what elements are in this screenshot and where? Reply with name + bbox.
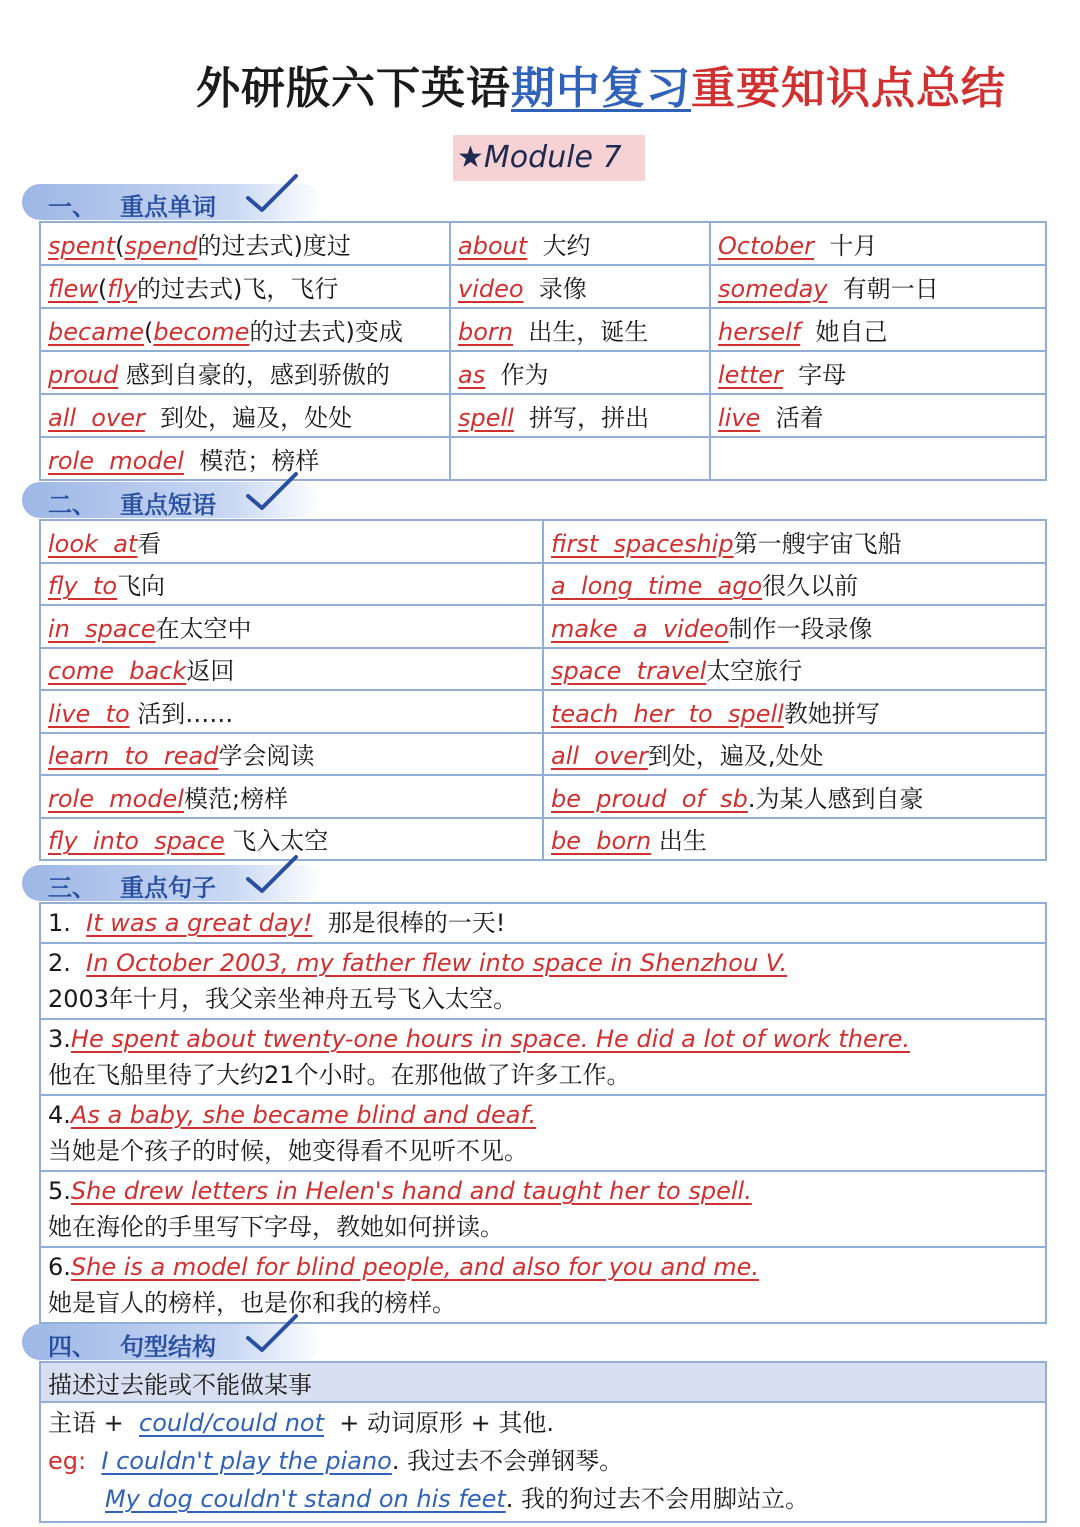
section-number: 一、 bbox=[48, 192, 96, 221]
phrase-cell: make a video制作一段录像 bbox=[543, 605, 1046, 648]
word-cell: all over 到处，遍及，处处 bbox=[40, 394, 450, 437]
title-part-1: 外研版六下英语 bbox=[196, 63, 511, 114]
pattern-header: 描述过去能或不能做某事 bbox=[40, 1362, 1046, 1402]
phrase-cell: live to 活到…… bbox=[40, 690, 543, 733]
word-cell: spell 拼写，拼出 bbox=[450, 394, 710, 437]
table-row bbox=[40, 520, 1046, 563]
phrase-cell: space travel太空旅行 bbox=[543, 648, 1046, 691]
word-cell: role model 模范；榜样 bbox=[40, 437, 450, 480]
pattern-body: 主语 + could/could not + 动词原形 + 其他. eg: I couldn't play the piano. 我过去不会弹钢琴。 My dog couldn't stand on his feet. 我的狗过去不会用脚站立。 bbox=[40, 1402, 1046, 1522]
words-table bbox=[39, 221, 1047, 481]
checkmark-icon bbox=[244, 1312, 300, 1356]
phrase-cell: a long time ago很久以前 bbox=[543, 563, 1046, 606]
section-header-patterns bbox=[22, 1324, 322, 1360]
page-title bbox=[0, 52, 1080, 116]
table-row bbox=[40, 1095, 1046, 1171]
section-number: 三、 bbox=[48, 873, 96, 902]
section-label: 重点句子 bbox=[120, 873, 216, 902]
table-row bbox=[40, 351, 1046, 394]
word-cell: video 录像 bbox=[450, 265, 710, 308]
table-row bbox=[40, 1362, 1046, 1402]
phrase-cell: role model模范;榜样 bbox=[40, 775, 543, 818]
section-label: 重点单词 bbox=[120, 192, 216, 221]
table-row bbox=[40, 1171, 1046, 1247]
table-row bbox=[40, 733, 1046, 776]
word-cell: someday 有朝一日 bbox=[710, 265, 1046, 308]
word-cell: spent(spend的过去式)度过 bbox=[40, 222, 450, 265]
table-row bbox=[40, 1402, 1046, 1522]
word-cell: proud 感到自豪的，感到骄傲的 bbox=[40, 351, 450, 394]
title-part-3: 重要知识点总结 bbox=[691, 63, 1006, 114]
sentence-cell: 1. It was a great day! 那是很棒的一天! bbox=[40, 903, 1046, 943]
sentence-cell: 5.She drew letters in Helen's hand and taught her to spell. 她在海伦的手里写下字母，教她如何拼读。 bbox=[40, 1171, 1046, 1247]
section-header-phrases bbox=[22, 482, 322, 518]
table-row bbox=[40, 563, 1046, 606]
phrase-cell: look at看 bbox=[40, 520, 543, 563]
table-row bbox=[40, 903, 1046, 943]
phrase-cell: teach her to spell教她拼写 bbox=[543, 690, 1046, 733]
section-label: 句型结构 bbox=[120, 1332, 216, 1361]
table-row bbox=[40, 818, 1046, 861]
table-row bbox=[40, 308, 1046, 351]
word-cell: about 大约 bbox=[450, 222, 710, 265]
star-icon: ★ bbox=[457, 140, 484, 175]
table-row bbox=[40, 1019, 1046, 1095]
module-badge bbox=[453, 135, 645, 181]
sentence-cell: 4.As a baby, she became blind and deaf. 当她是个孩子的时候，她变得看不见听不见。 bbox=[40, 1095, 1046, 1171]
phrases-table bbox=[39, 519, 1047, 861]
word-cell: became(become的过去式)变成 bbox=[40, 308, 450, 351]
word-cell: letter 字母 bbox=[710, 351, 1046, 394]
phrase-cell: learn to read学会阅读 bbox=[40, 733, 543, 776]
table-row bbox=[40, 437, 1046, 480]
table-row bbox=[40, 943, 1046, 1019]
table-row bbox=[40, 265, 1046, 308]
word-cell: live 活着 bbox=[710, 394, 1046, 437]
word-cell: as 作为 bbox=[450, 351, 710, 394]
phrase-cell: in space在太空中 bbox=[40, 605, 543, 648]
word-cell: herself 她自己 bbox=[710, 308, 1046, 351]
module-label: Module 7 bbox=[483, 140, 622, 175]
table-row bbox=[40, 222, 1046, 265]
word-cell bbox=[450, 437, 710, 480]
checkmark-icon bbox=[244, 172, 300, 216]
eg-label: eg: bbox=[48, 1447, 87, 1475]
sentence-cell: 3.He spent about twenty-one hours in space. He did a lot of work there. 他在飞船里待了大约21个小时。在那他做了许多工作。 bbox=[40, 1019, 1046, 1095]
section-number: 二、 bbox=[48, 490, 96, 519]
sentence-cell: 2. In October 2003, my father flew into space in Shenzhou V. 2003年十月，我父亲坐神舟五号飞入太空。 bbox=[40, 943, 1046, 1019]
section-header-words bbox=[22, 184, 322, 220]
word-cell: flew(fly的过去式)飞，飞行 bbox=[40, 265, 450, 308]
table-row bbox=[40, 1247, 1046, 1323]
sentences-table bbox=[39, 902, 1047, 1324]
phrase-cell: fly to飞向 bbox=[40, 563, 543, 606]
checkmark-icon bbox=[244, 853, 300, 897]
section-header-sentences bbox=[22, 865, 322, 901]
table-row bbox=[40, 605, 1046, 648]
word-cell bbox=[710, 437, 1046, 480]
word-cell: October 十月 bbox=[710, 222, 1046, 265]
phrase-cell: be born 出生 bbox=[543, 818, 1046, 861]
section-label: 重点短语 bbox=[120, 490, 216, 519]
table-row bbox=[40, 648, 1046, 691]
phrase-cell: fly into space 飞入太空 bbox=[40, 818, 543, 861]
phrase-cell: all over到处，遍及,处处 bbox=[543, 733, 1046, 776]
word-cell: born 出生，诞生 bbox=[450, 308, 710, 351]
checkmark-icon bbox=[244, 470, 300, 514]
table-row bbox=[40, 775, 1046, 818]
table-row bbox=[40, 690, 1046, 733]
phrase-cell: come back返回 bbox=[40, 648, 543, 691]
table-row bbox=[40, 394, 1046, 437]
patterns-table bbox=[39, 1361, 1047, 1523]
phrase-cell: first spaceship第一艘宇宙飞船 bbox=[543, 520, 1046, 563]
section-number: 四、 bbox=[48, 1332, 96, 1361]
sentence-cell: 6.She is a model for blind people, and also for you and me. 她是盲人的榜样，也是你和我的榜样。 bbox=[40, 1247, 1046, 1323]
phrase-cell: be proud of sb.为某人感到自豪 bbox=[543, 775, 1046, 818]
title-part-2: 期中复习 bbox=[511, 63, 691, 114]
